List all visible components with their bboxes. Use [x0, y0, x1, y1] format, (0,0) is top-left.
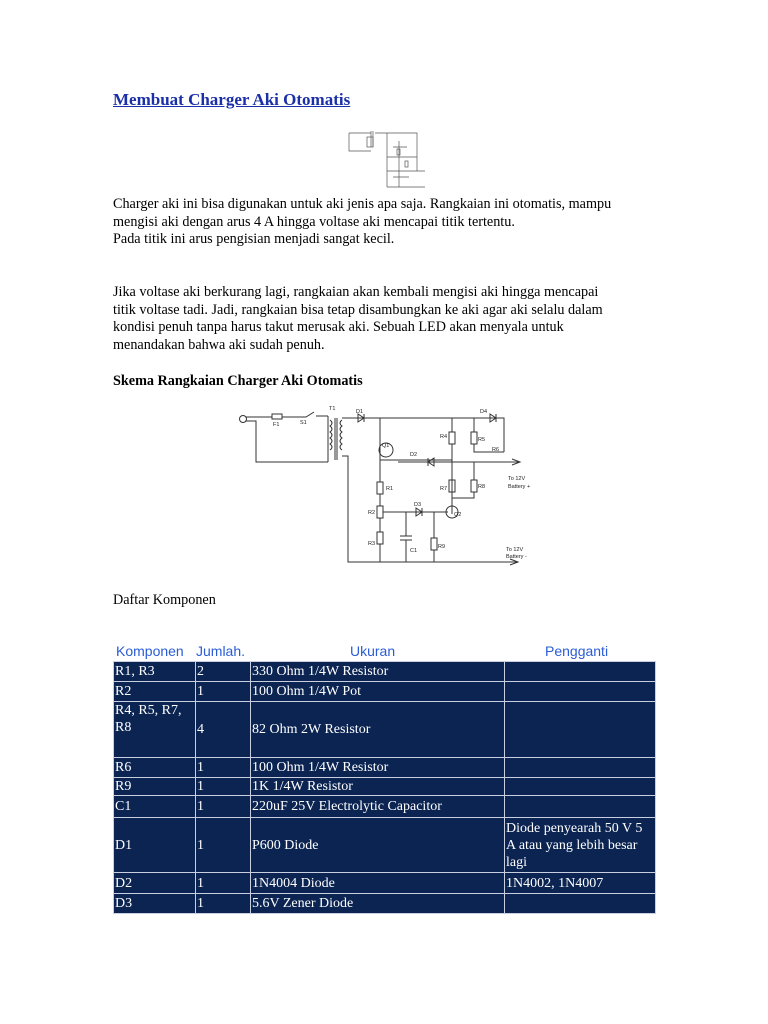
label-r9: R9 — [438, 544, 446, 550]
cell-pengganti — [505, 894, 656, 914]
header-komponen: Komponen — [116, 643, 184, 659]
cell-komponen: D2 — [114, 873, 196, 894]
cell-komponen: R4, R5, R7, R8 — [114, 702, 196, 758]
table-row — [114, 894, 656, 914]
intro-paragraph — [113, 196, 663, 249]
component-list-heading: Daftar Komponen — [113, 592, 216, 608]
component-table — [113, 661, 656, 914]
table-row — [114, 702, 656, 758]
cell-komponen: D3 — [114, 894, 196, 914]
cell-pengganti — [505, 758, 656, 778]
cell-pengganti — [505, 682, 656, 702]
table-row — [114, 796, 656, 818]
intro-line-3: Pada titik ini arus pengisian menjadi sangat kecil. — [113, 231, 395, 247]
label-r2: R2 — [368, 510, 376, 516]
label-d2: D2 — [410, 452, 418, 458]
table-row — [114, 818, 656, 873]
label-battery-minus: Battery - — [506, 554, 527, 560]
table-header — [113, 643, 656, 661]
label-d4: D4 — [480, 409, 488, 415]
page-title[interactable]: Membuat Charger Aki Otomatis — [113, 90, 351, 109]
label-s1: S1 — [300, 420, 307, 426]
label-f1: F1 — [273, 422, 280, 428]
label-d3: D3 — [414, 502, 422, 508]
detail-paragraph — [113, 284, 663, 354]
table-row — [114, 873, 656, 894]
circuit-schematic — [234, 404, 530, 570]
cell-pengganti — [505, 778, 656, 796]
cell-jumlah: 1 — [196, 894, 251, 914]
cell-komponen: D1 — [114, 818, 196, 873]
cell-komponen: R6 — [114, 758, 196, 778]
cell-ukuran: 100 Ohm 1/4W Pot — [251, 682, 505, 702]
cell-jumlah: 1 — [196, 758, 251, 778]
detail-line-2: titik voltase tadi. Jadi, rangkaian bisa tetap disambungkan ke aki agar aki selalu dalam — [113, 301, 603, 318]
cell-pengganti — [505, 662, 656, 682]
cell-ukuran: 1N4004 Diode — [251, 873, 505, 894]
label-r6: R6 — [492, 447, 500, 453]
schematic-thumbnail — [347, 127, 427, 195]
cell-komponen: R1, R3 — [114, 662, 196, 682]
cell-jumlah: 2 — [196, 662, 251, 682]
label-battery-plus: Battery + — [508, 484, 530, 490]
cell-komponen: C1 — [114, 796, 196, 818]
cell-jumlah: 1 — [196, 818, 251, 873]
cell-ukuran: 330 Ohm 1/4W Resistor — [251, 662, 505, 682]
header-ukuran: Ukuran — [350, 643, 396, 659]
cell-ukuran: 82 Ohm 2W Resistor — [251, 702, 505, 758]
intro-line-2: mengisi aki dengan arus 4 A hingga voltase aki mencapai titik tertentu. — [113, 213, 515, 230]
table-row — [114, 778, 656, 796]
header-jumlah: Jumlah. — [196, 643, 246, 659]
label-r5: R5 — [478, 437, 486, 443]
cell-ukuran: 1K 1/4W Resistor — [251, 778, 505, 796]
cell-pengganti: Diode penyearah 50 V 5 A atau yang lebih besar lagi — [505, 818, 656, 873]
cell-jumlah: 4 — [196, 702, 251, 758]
cell-pengganti — [505, 796, 656, 818]
table-row — [114, 662, 656, 682]
label-r1: R1 — [386, 486, 394, 492]
cell-jumlah: 1 — [196, 682, 251, 702]
label-r4: R4 — [440, 434, 448, 440]
detail-line-1: Jika voltase aki berkurang lagi, rangkaian akan kembali mengisi aki hingga mencapai — [113, 284, 599, 300]
cell-jumlah: 1 — [196, 873, 251, 894]
schematic-heading: Skema Rangkaian Charger Aki Otomatis — [113, 373, 363, 389]
detail-line-3: kondisi penuh tanpa harus takut merusak aki. Sebuah LED akan menyala untuk — [113, 319, 564, 335]
cell-komponen: R2 — [114, 682, 196, 702]
cell-jumlah: 1 — [196, 778, 251, 796]
cell-pengganti: 1N4002, 1N4007 — [505, 873, 656, 894]
label-r7: R7 — [440, 486, 448, 492]
label-t1: T1 — [329, 406, 336, 412]
cell-ukuran: 5.6V Zener Diode — [251, 894, 505, 914]
cell-komponen: R9 — [114, 778, 196, 796]
header-pengganti: Pengganti — [545, 643, 609, 659]
label-c1: C1 — [410, 548, 418, 554]
label-r8: R8 — [478, 484, 486, 490]
label-to12v-bottom: To 12V — [506, 547, 524, 553]
cell-jumlah: 1 — [196, 796, 251, 818]
cell-ukuran: P600 Diode — [251, 818, 505, 873]
table-row — [114, 682, 656, 702]
table-row — [114, 758, 656, 778]
label-q1: Q1 — [382, 443, 390, 449]
detail-line-4: menandakan bahwa aki sudah penuh. — [113, 336, 325, 353]
cell-pengganti — [505, 702, 656, 758]
label-r3: R3 — [368, 541, 376, 547]
label-d1: D1 — [356, 409, 364, 415]
label-q2: Q2 — [454, 512, 462, 518]
cell-ukuran: 100 Ohm 1/4W Resistor — [251, 758, 505, 778]
cell-ukuran: 220uF 25V Electrolytic Capacitor — [251, 796, 505, 818]
intro-line-1: Charger aki ini bisa digunakan untuk aki jenis apa saja. Rangkaian ini otomatis, mampu — [113, 196, 612, 212]
label-to12v-top: To 12V — [508, 476, 526, 482]
